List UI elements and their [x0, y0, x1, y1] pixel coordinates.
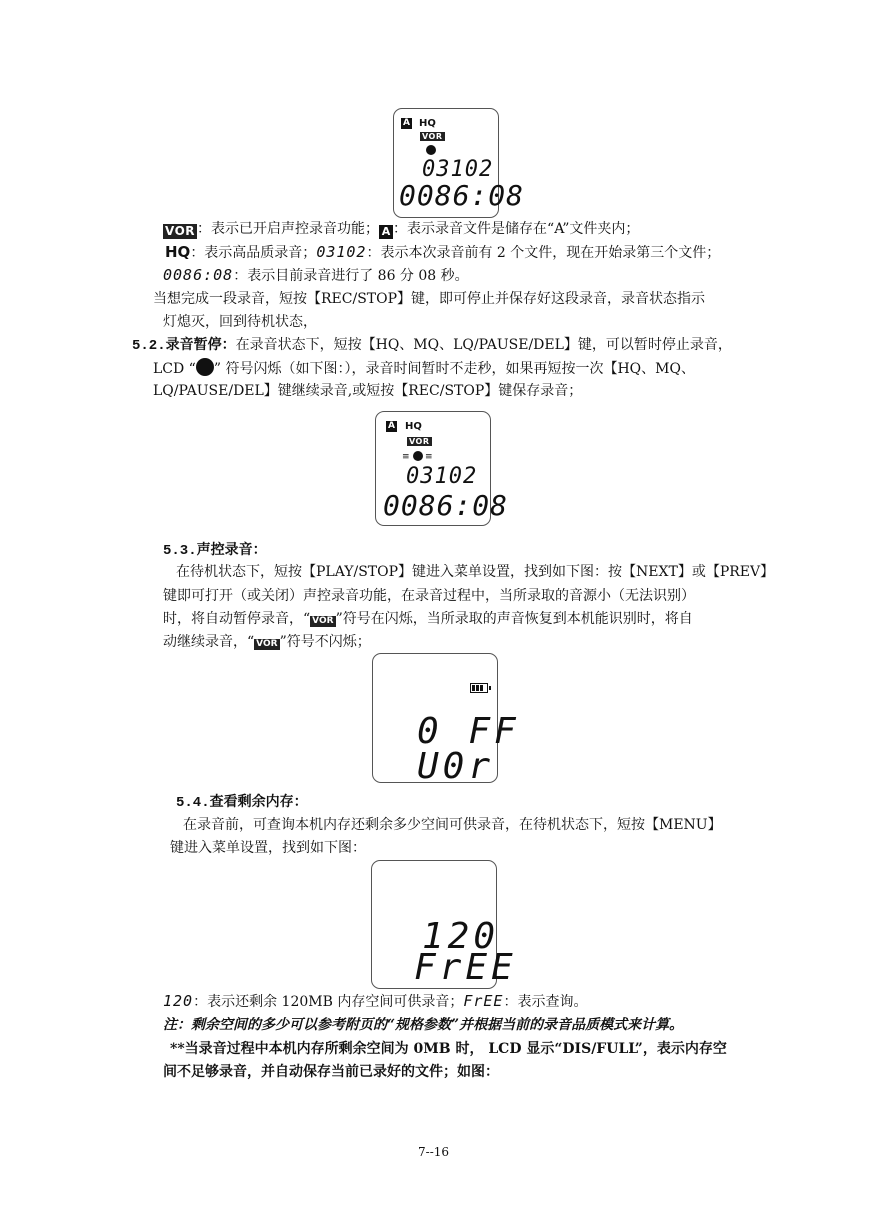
free-value-inline-icon: 120 — [163, 992, 194, 1010]
battery-icon — [470, 683, 488, 693]
section-5-2-line-3: LQ/PAUSE/DEL】键继续录音,或短按【REC/STOP】键保存录音； — [153, 383, 583, 399]
section-5-4-heading: 5.4.查看剩余内存： — [176, 795, 308, 811]
section-5-3-text-4b: ”符号不闪烁； — [279, 634, 371, 650]
note-line: 注：剩余空间的多少可以参考附页的“规格参数”并根据当前的录音品质模式来计算。 — [163, 1017, 684, 1033]
stop-paragraph-line-2: 灯熄灭，回到待机状态， — [163, 314, 317, 330]
a-desc: ：表示录音文件是储存在“A”文件夹内； — [393, 221, 640, 237]
hq-icon: HQ — [419, 118, 436, 129]
lcd-quote-open: LCD “ — [153, 361, 196, 377]
time-desc: ：表示目前录音进行了 86 分 08 秒。 — [233, 268, 469, 284]
vor-inline-icon: VOR — [165, 224, 196, 238]
section-5-3-line-3 — [163, 610, 693, 628]
section-5-4-line-1: 在录音前，可查询本机内存还剩余多少空间可供录音，在待机状态下，短按【MENU】 — [183, 817, 722, 833]
record-time: 0086:08 — [383, 489, 509, 522]
blink-right-icon: ≡ — [425, 452, 433, 462]
count-desc: ：表示本次录音前有 2 个文件，现在开始录第三个文件； — [366, 245, 721, 261]
lcd-recording-display — [393, 108, 525, 218]
section-5-3-text-4a: 动继续录音，“ — [163, 634, 255, 650]
folder-a-inline-icon: A — [379, 225, 393, 239]
file-count: 03102 — [406, 464, 478, 489]
lcd-vor-off-display — [372, 653, 520, 787]
section-5-4-line-2: 键进入菜单设置，找到如下图： — [170, 840, 366, 856]
section-5-3-heading: 5.3.声控录音： — [163, 543, 267, 559]
section-5-3-text-3a: 时，将自动暂停录音，“ — [163, 611, 311, 627]
free-label: FrEE — [414, 947, 517, 988]
free-desc: ：表示查询。 — [503, 994, 588, 1010]
vor-icon: VOR — [409, 437, 430, 446]
page-number: 7--16 — [418, 1145, 450, 1159]
vor-inline-icon: VOR — [312, 616, 334, 626]
section-5-3-line-4 — [163, 633, 371, 651]
lcd-free-memory-display — [371, 860, 517, 989]
file-count: 03102 — [422, 157, 494, 182]
section-5-2-line-2 — [153, 358, 695, 378]
free-memory-value: 120 — [422, 916, 500, 957]
lcd-pause-display — [375, 411, 509, 526]
time-inline-icon: 0086:08 — [163, 266, 234, 284]
vor-state: 0 FF — [417, 711, 520, 752]
count-inline-icon: 03102 — [316, 243, 367, 261]
section-5-3-line-2: 键即可打开（或关闭）声控录音功能，在录音过程中，当所录取的音源小（无法识别） — [163, 588, 695, 604]
free-inline-icon: FrEE — [463, 992, 504, 1010]
hq-icon: HQ — [405, 421, 422, 432]
blink-left-icon: ≡ — [402, 452, 410, 462]
stop-paragraph-line-1: 当想完成一段录音，短按【REC/STOP】键，即可停止并保存好这段录音，录音状态指示 — [153, 291, 706, 307]
hq-desc: ：表示高品质录音； — [190, 245, 317, 261]
folder-a-icon: A — [386, 421, 397, 432]
warning-line-2: 间不足够录音，并自动保存当前已录好的文件；如图： — [163, 1064, 499, 1080]
vor-desc: ：表示已开启声控录音功能； — [197, 221, 380, 237]
vor-inline-icon: VOR — [256, 639, 278, 649]
vor-label: U0r — [417, 746, 495, 787]
section-5-3-text-3b: ”符号在闪烁，当所录取的声音恢复到本机能识别时，将自 — [335, 611, 693, 627]
record-dot-icon — [426, 145, 436, 155]
section-5-2-line-1 — [132, 336, 732, 355]
vor-icon: VOR — [422, 132, 443, 141]
section-5-3-line-1: 在待机状态下，短按【PLAY/STOP】键进入菜单设置，找到如下图：按【NEXT】或【PREV】 — [176, 564, 775, 580]
legend-line-1 — [163, 220, 639, 239]
record-time: 0086:08 — [399, 179, 525, 212]
hq-inline-icon: HQ — [165, 243, 191, 261]
record-dot-inline-icon — [196, 358, 214, 376]
section-5-2-text-1: 在录音状态下，短按【HQ、MQ、LQ/PAUSE/DEL】键，可以暂时停止录音， — [235, 337, 732, 353]
section-5-2-text-2: ” 符号闪烁（如下图：），录音时间暂时不走秒，如果再短按一次【HQ、MQ、 — [213, 361, 695, 377]
warning-line-1: **当录音过程中本机内存所剩余空间为 0MB 时， LCD 显示“DIS/FULL”，表示内存空 — [170, 1041, 727, 1057]
legend-line-2 — [165, 243, 720, 262]
record-dot-icon — [413, 451, 423, 461]
legend2-line — [163, 992, 587, 1011]
section-5-2-heading: 5.2.录音暂停： — [132, 338, 236, 354]
folder-a-icon: A — [401, 118, 412, 129]
legend-line-3 — [163, 266, 469, 285]
free-value-desc: ：表示还剩余 120MB 内存空间可供录音； — [193, 994, 464, 1010]
